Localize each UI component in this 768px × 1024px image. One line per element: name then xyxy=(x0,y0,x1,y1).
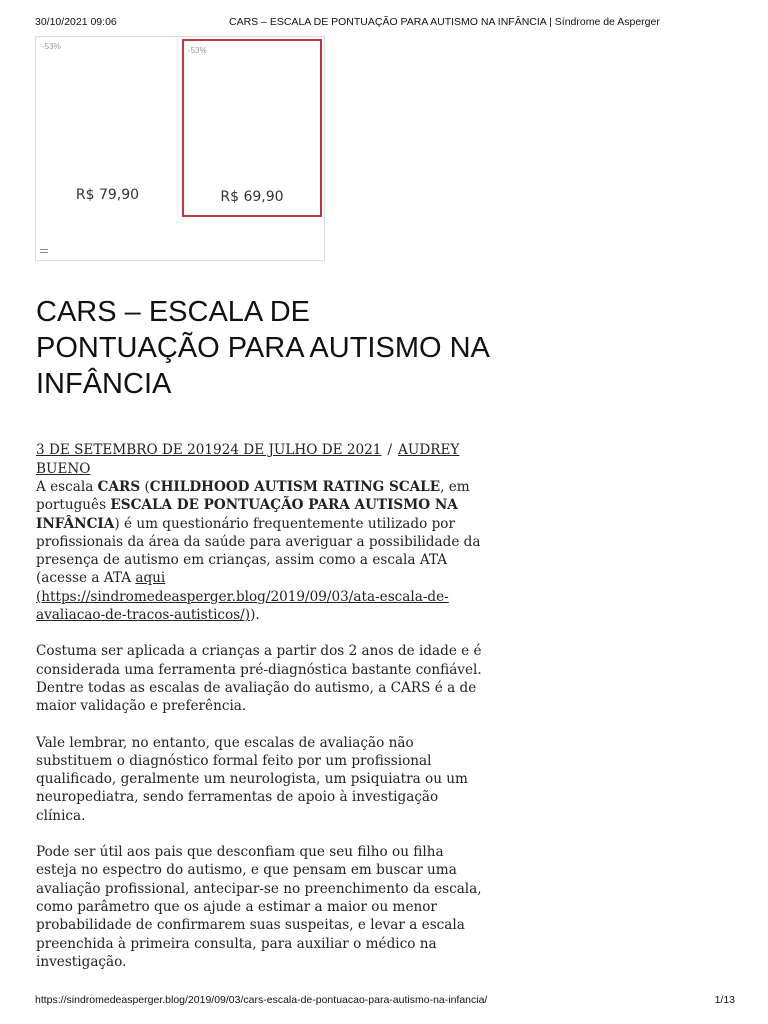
print-url: https://sindromedeasperger.blog/2019/09/03/cars-escala-de-pontuacao-para-autismo-na-infancia/ xyxy=(35,994,488,1006)
date-updated: 24 DE JULHO DE 2021 xyxy=(221,442,382,458)
paragraph-intro: A escala CARS (CHILDHOOD AUTISM RATING SCALE, em português ESCALA DE PONTUAÇÃO PARA AUTISMO NA INFÂNCIA) é um questionário frequentemente utilizado por profissionais da área da saúde para averiguar a possibilidade da presença de autismo em crianças, assim como a escala ATA (acesse a ATA aqui (https://sindromedeasperger.blog/2019/09/03/ata-escala-de-avaliacao-de-tracos-autisticos/)). xyxy=(36,479,481,624)
product-card-selected[interactable] xyxy=(182,39,322,217)
ata-url-link[interactable]: (https://sindromedeasperger.blog/2019/09/03/ata-escala-de-avaliacao-de-tracos-autisticos/) xyxy=(36,588,449,624)
author-link[interactable]: AUDREY BUENO xyxy=(36,442,460,477)
meta-separator: / xyxy=(387,442,393,458)
print-page-title: CARS – ESCALA DE PONTUAÇÃO PARA AUTISMO NA INFÂNCIA | Síndrome de Asperger xyxy=(229,16,660,28)
post-date-link[interactable] xyxy=(36,442,381,458)
product-price: R$ 69,90 xyxy=(220,189,284,205)
print-datetime: 30/10/2021 09:06 xyxy=(35,16,117,28)
product-price: R$ 79,90 xyxy=(75,187,140,203)
product-card[interactable] xyxy=(38,37,178,213)
article-content xyxy=(36,478,488,989)
article-meta xyxy=(36,441,476,478)
article-title: CARS – ESCALA DE PONTUAÇÃO PARA AUTISMO NA INFÂNCIA xyxy=(36,296,489,400)
page-number: 1/13 xyxy=(714,994,735,1006)
print-footer xyxy=(0,994,768,1008)
paragraph: Costuma ser aplicada a crianças a partir dos 2 anos de idade e é considerada uma ferramenta pré-diagnóstica bastante confiável. Dentre todas as escalas de avaliação do autismo, a CARS é a de maior validação e preferência. xyxy=(36,643,482,715)
print-header xyxy=(0,16,768,30)
discount-badge: -53% xyxy=(188,46,207,55)
paragraph: Vale lembrar, no entanto, que escalas de avaliação não substituem o diagnóstico formal feito por um profissional qualificado, geralmente um neurologista, um psiquiatra ou um neuropediatra, sendo ferramentas de apoio à investigação clínica. xyxy=(36,734,468,824)
date-published: 3 DE SETEMBRO DE 2019 xyxy=(36,442,222,458)
paragraph: Pode ser útil aos pais que desconfiam que seu filho ou filha esteja no espectro do autismo, e que pensam em buscar uma avaliação profissional, antecipar-se no preenchimento da escala, como parâmetro que os ajude a estimar a maior ou menor probabilidade de confirmarem suas suspeitas, e levar a escala preenchida à primeira consulta, para auxiliar o médico na investigação. xyxy=(36,844,482,970)
product-ad-widget xyxy=(35,36,325,261)
discount-badge: -53% xyxy=(42,42,61,51)
ata-link[interactable]: aqui xyxy=(135,570,166,587)
menu-icon[interactable] xyxy=(40,249,48,255)
